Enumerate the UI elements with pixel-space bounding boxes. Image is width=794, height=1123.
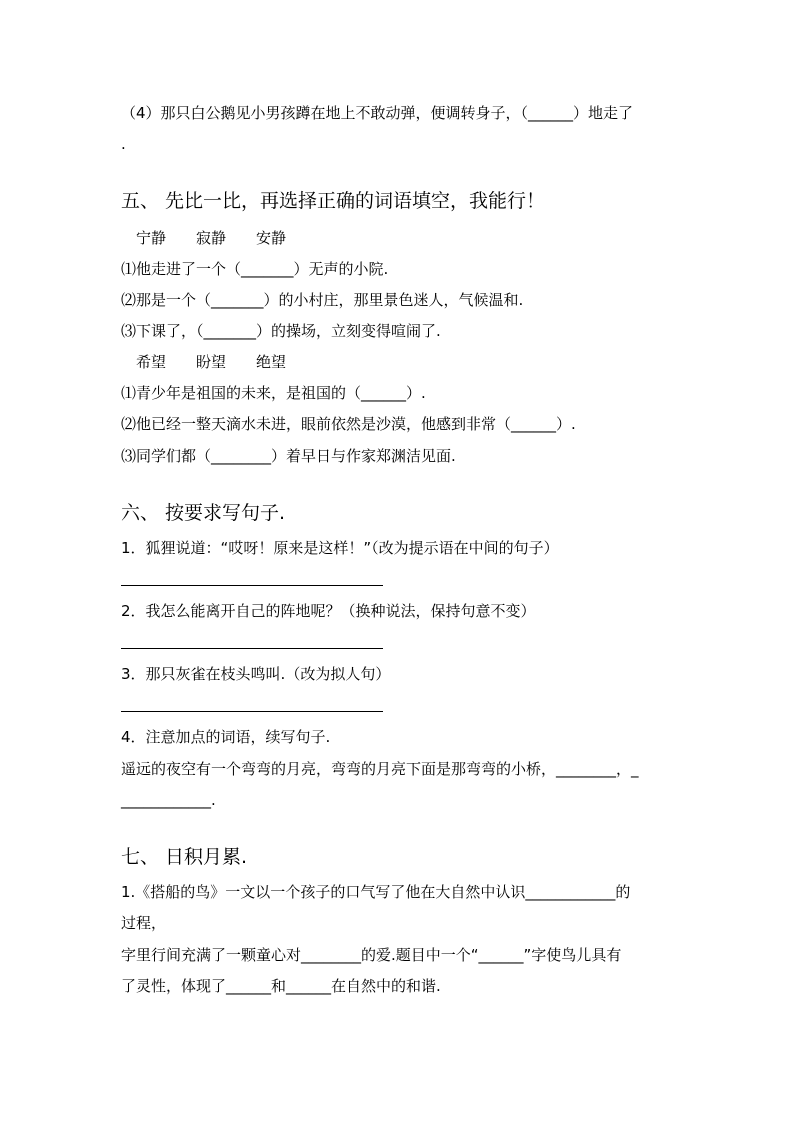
rewrite-item-4: 4．注意加点的词语，续写句子.: [121, 728, 331, 746]
question-4-line: （4）那只白公鹅见小男孩蹲在地上不敢动弹，便调转身子，（______）地走了: [121, 104, 634, 122]
fill-item: ⑴青少年是祖国的未来，是祖国的（______）.: [121, 384, 426, 402]
accumulation-line: 字里行间充满了一颗童心对________的爱.题目中一个“______”字使鸟儿具有: [121, 946, 622, 964]
rewrite-item-1: 1．狐狸说道：“哎呀！原来是这样！”（改为提示语在中间的句子）: [121, 539, 559, 557]
accumulation-line: 了灵性，体现了______和______在自然中的和谐.: [121, 977, 441, 995]
continue-sentence-line: 遥远的夜空有一个弯弯的月亮，弯弯的月亮下面是那弯弯的小桥，________，_: [121, 760, 639, 778]
rewrite-item-2: 2．我怎么能离开自己的阵地呢？（换种说法，保持句意不变）: [121, 602, 536, 620]
rewrite-item-3: 3．那只灰雀在枝头鸣叫.（改为拟人句）: [121, 665, 391, 683]
continue-sentence-line-end: ____________.: [121, 791, 216, 809]
fill-item: ⑵他已经一整天滴水未进，眼前依然是沙漠，他感到非常（______）.: [121, 415, 576, 433]
section-7-heading: 七、 日积月累.: [121, 846, 248, 868]
fill-item: ⑶下课了，（_______）的操场，立刻变得喧闹了.: [121, 322, 441, 340]
word-choices-2: 希望 盼望 绝望: [136, 353, 287, 371]
section-6-heading: 六、 按要求写句子.: [121, 502, 286, 524]
word-choices-1: 宁静 寂静 安静: [136, 229, 287, 247]
fill-item: ⑶同学们都（________）着早日与作家郑渊洁见面.: [121, 447, 456, 465]
accumulation-line: 1.《搭船的鸟》一文以一个孩子的口气写了他在大自然中认识____________的: [121, 883, 631, 901]
fill-item: ⑵那是一个（_______）的小村庄，那里景色迷人，气候温和.: [121, 291, 524, 309]
section-5-heading: 五、 先比一比，再选择正确的词语填空，我能行！: [121, 190, 546, 212]
fill-item: ⑴他走进了一个（_______）无声的小院.: [121, 260, 389, 278]
answer-line-1[interactable]: [121, 585, 383, 586]
answer-line-3[interactable]: [121, 711, 383, 712]
accumulation-line: 过程，: [121, 914, 167, 932]
answer-line-2[interactable]: [121, 648, 383, 649]
question-4-line-end: .: [121, 135, 126, 153]
